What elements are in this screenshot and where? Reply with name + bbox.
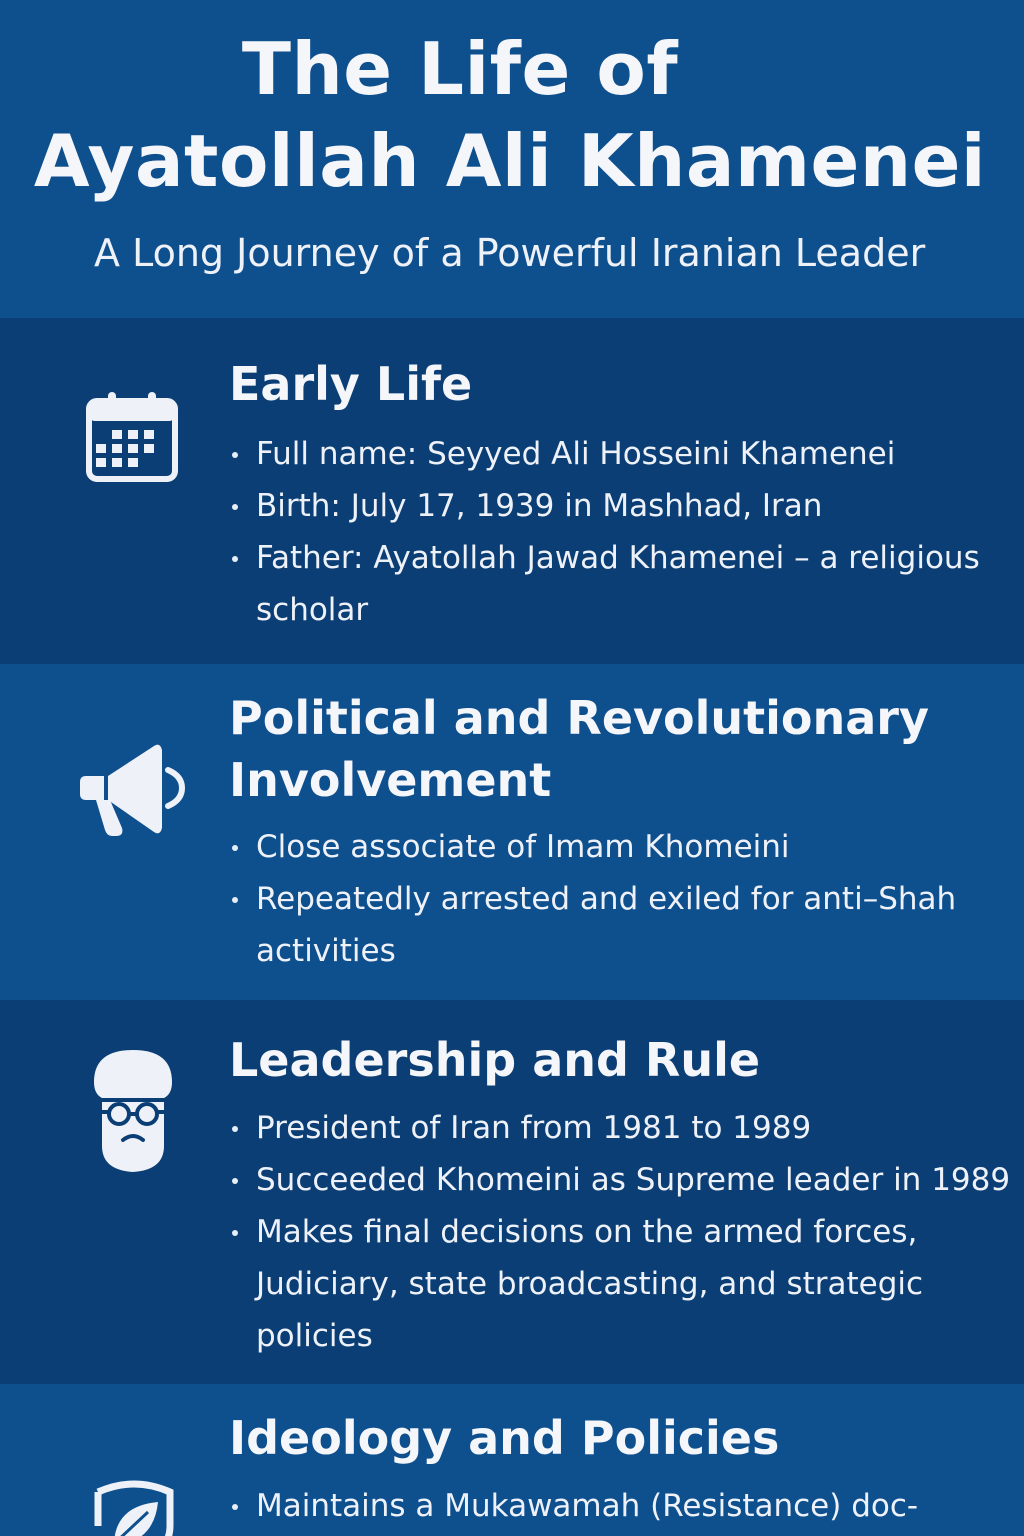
section-early-life [0,318,1024,664]
list-item: Birth: July 17, 1939 in Mashhad, Iran [229,480,1019,532]
list-item: Close associate of Imam Khomeini [229,821,1019,873]
section-ideology [0,1384,1024,1536]
section-title-political-line-2: Involvement [229,753,552,807]
bullet-list-ideology [229,1480,1019,1532]
shield-leaf-icon [92,1476,176,1536]
header [0,0,1024,318]
section-title-ideology: Ideology and Policies [229,1411,780,1465]
list-item: Maintains a Mukawamah (Resistance) doc- [229,1480,1019,1532]
list-item: President of Iran from 1981 to 1989 [229,1102,1019,1154]
bullet-list-leadership [229,1102,1019,1362]
section-title-leadership: Leadership and Rule [229,1033,761,1087]
section-political-involvement [0,664,1024,1000]
list-item: Full name: Seyyed Ali Hosseini Khamenei [229,428,1019,480]
list-item: Repeatedly arrested and exiled for anti–Shah activities [229,873,1019,977]
section-leadership [0,1000,1024,1384]
section-title-political-line-1: Political and Revolutionary [229,691,929,745]
list-item: Succeeded Khomeini as Supreme leader in 1989 [229,1154,1019,1206]
page-title-line-2: Ayatollah Ali Khamenei [33,119,987,203]
leader-portrait-icon [88,1046,178,1174]
page-title-line-1: The Life of [241,27,679,111]
bullet-list-political [229,821,1019,977]
bullet-list-early-life [229,428,1019,636]
list-item: Makes final decisions on the armed forces, Judiciary, state broadcasting, and strategic policies [229,1206,1019,1362]
calendar-icon [84,390,180,484]
section-title-early-life: Early Life [229,357,473,411]
megaphone-icon [78,736,186,840]
list-item: Father: Ayatollah Jawad Khamenei – a religious scholar [229,532,1019,636]
page-subtitle: A Long Journey of a Powerful Iranian Leader [94,231,926,275]
